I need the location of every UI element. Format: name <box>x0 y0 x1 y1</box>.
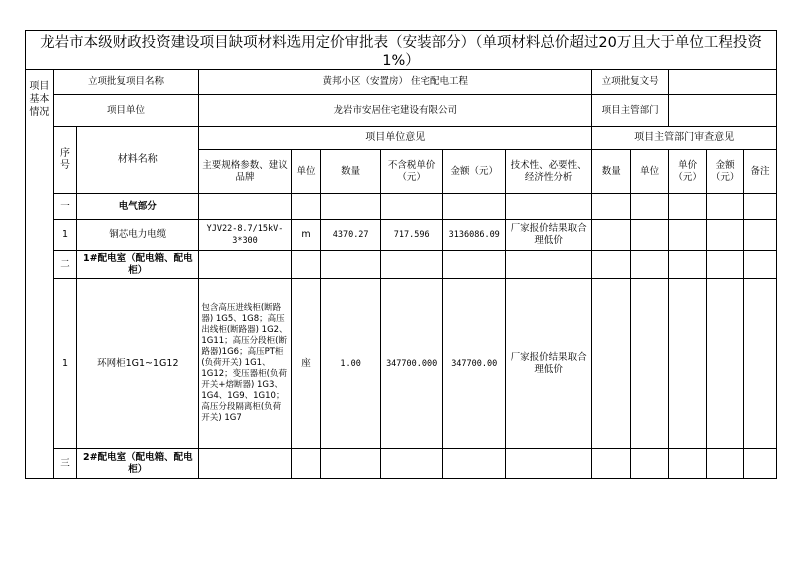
approval-doc-label: 立项批复文号 <box>592 70 669 95</box>
project-unit-value: 龙岩市安居住宅建设有限公司 <box>199 95 592 127</box>
basic-info-label: 项目基本情况 <box>26 70 54 479</box>
row-qty: 4370.27 <box>321 220 380 251</box>
form-title: 龙岩市本级财政投资建设项目缺项材料选用定价审批表（安装部分）（单项材料总价超过20万且大于单位工程投资1%） <box>25 30 777 70</box>
section-row <box>26 194 777 220</box>
header-price: 不含税单价（元） <box>380 150 443 194</box>
header-dept-unit: 单位 <box>631 150 669 194</box>
project-unit-label: 项目单位 <box>53 95 199 127</box>
row-amount: 347700.00 <box>443 279 506 449</box>
approved-name-label: 立项批复项目名称 <box>53 70 199 95</box>
supervisor-value <box>669 95 777 127</box>
row-unit: 座 <box>291 279 321 449</box>
table-row <box>26 279 777 449</box>
row-seq: 1 <box>53 279 77 449</box>
header-unit-opinion: 项目单位意见 <box>199 127 592 150</box>
header-unit: 单位 <box>291 150 321 194</box>
approved-name-row <box>26 70 777 95</box>
row-price: 717.596 <box>380 220 443 251</box>
row-seq: 二 <box>53 251 77 279</box>
project-unit-row <box>26 95 777 127</box>
header-dept-price: 单价（元） <box>669 150 707 194</box>
row-analysis: 厂家报价结果取合理低价 <box>506 220 592 251</box>
row-qty: 1.00 <box>321 279 380 449</box>
row-name: 铜芯电力电缆 <box>77 220 199 251</box>
row-name: 环网柜1G1~1G12 <box>77 279 199 449</box>
row-name: 电气部分 <box>77 194 199 220</box>
header-row-1 <box>26 127 777 150</box>
row-analysis: 厂家报价结果取合理低价 <box>506 279 592 449</box>
table-row <box>26 220 777 251</box>
supervisor-label: 项目主管部门 <box>592 95 669 127</box>
row-seq: 一 <box>53 194 77 220</box>
approved-name-value: 黄邦小区（安置房） 住宅配电工程 <box>199 70 592 95</box>
header-dept-qty: 数量 <box>592 150 631 194</box>
header-dept-amount: 金额（元） <box>707 150 744 194</box>
section-row <box>26 449 777 479</box>
approval-doc-value <box>669 70 777 95</box>
row-seq: 1 <box>53 220 77 251</box>
row-unit: m <box>291 220 321 251</box>
section-row <box>26 251 777 279</box>
header-seq: 序号 <box>53 127 77 194</box>
header-remark: 备注 <box>744 150 777 194</box>
row-spec: YJV22-8.7/15kV-3*300 <box>199 220 291 251</box>
row-name: 1#配电室（配电箱、配电柜） <box>77 251 199 279</box>
header-dept-opinion: 项目主管部门审查意见 <box>592 127 777 150</box>
header-spec: 主要规格参数、建议品牌 <box>199 150 291 194</box>
approval-table <box>25 69 777 479</box>
row-spec: 包含高压进线柜(断路器) 1G5、1G8；高压出线柜(断路器) 1G2、1G11；高压分段柜(断路器)1G6；高压PT柜(负荷开关) 1G1、1G12；变压器柜(负荷开关+熔断器) 1G3、1G4、1G9、1G10；高压分段隔离柜(负荷开关) 1G7 <box>199 279 291 449</box>
header-material: 材料名称 <box>77 127 199 194</box>
row-amount: 3136086.09 <box>443 220 506 251</box>
header-qty: 数量 <box>321 150 380 194</box>
header-amount: 金额（元） <box>443 150 506 194</box>
row-price: 347700.000 <box>380 279 443 449</box>
row-name: 2#配电室（配电箱、配电柜） <box>77 449 199 479</box>
row-seq: 三 <box>53 449 77 479</box>
header-analysis: 技术性、必要性、经济性分析 <box>506 150 592 194</box>
